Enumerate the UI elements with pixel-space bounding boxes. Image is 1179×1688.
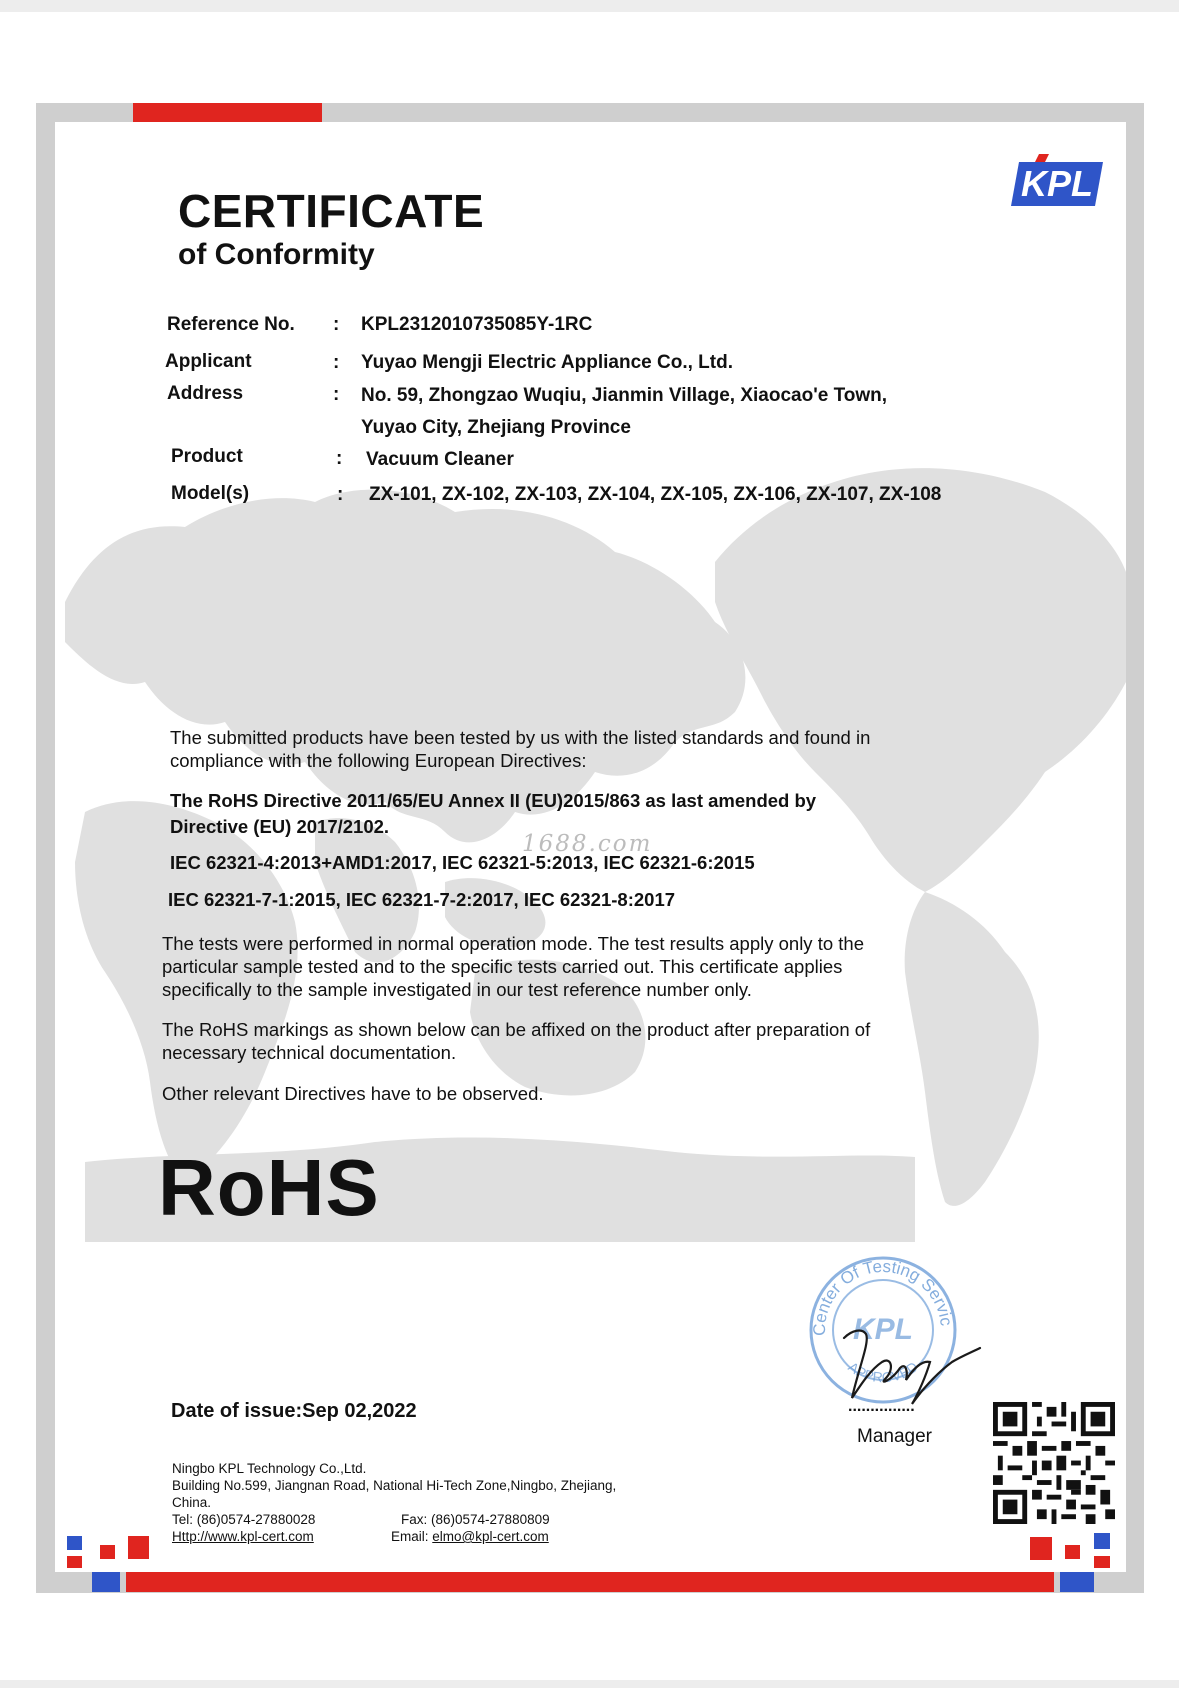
intro-paragraph: The submitted products have been tested by us with the listed standards and found in compliance with the following European Directives: <box>170 727 871 771</box>
field-colon: : <box>333 384 340 405</box>
issuer-email-link[interactable]: elmo@kpl-cert.com <box>432 1529 549 1544</box>
field-value-applicant: Yuyao Mengji Electric Appliance Co., Ltd. <box>361 352 733 373</box>
field-colon: : <box>333 314 340 335</box>
directive-paragraph: The RoHS Directive 2011/65/EU Annex II (EU)2015/863 as last amended by Directive (EU) 2017/2102. <box>170 790 817 837</box>
corner-square-red-left-1 <box>67 1556 82 1568</box>
field-label-product: Product <box>171 446 243 467</box>
qr-code[interactable] <box>993 1402 1115 1524</box>
field-label-reference: Reference No. <box>167 314 295 335</box>
field-colon: : <box>336 448 343 469</box>
issuer-email-label: Email: <box>391 1529 433 1544</box>
issuer-email-row <box>391 1528 549 1545</box>
field-value-address-line1: No. 59, Zhongzao Wuqiu, Jianmin Village, Xiaocao'e Town, <box>361 385 888 406</box>
issuer-company: Ningbo KPL Technology Co.,Ltd. <box>172 1461 367 1476</box>
other-note-paragraph: Other relevant Directives have to be observed. <box>162 1083 544 1104</box>
date-of-issue: Date of issue:Sep 02,2022 <box>171 1400 417 1422</box>
corner-square-red-left-2 <box>100 1545 115 1559</box>
corner-square-blue-left <box>67 1536 82 1550</box>
field-value-reference: KPL2312010735085Y-1RC <box>361 314 593 335</box>
field-label-address: Address <box>167 383 244 404</box>
field-value-address-line2: Yuyao City, Zhejiang Province <box>361 417 631 438</box>
tests-note-paragraph: The tests were performed in normal operation mode. The test results apply only to the particular sample tested and to the specific tests carried out. This certificate applies specifically to the sample investigated in our test reference number only. <box>162 933 864 1000</box>
stamp-ring-text: Center Of Testing Servic <box>809 1256 956 1336</box>
issuer-tel: Tel: (86)0574-27880028 <box>172 1512 316 1527</box>
rohs-mark: RoHS <box>158 1143 380 1232</box>
watermark-text: 1688.com <box>522 831 653 857</box>
issuer-website-link[interactable]: Http://www.kpl-cert.com <box>172 1529 314 1544</box>
kpl-logo <box>1009 154 1107 212</box>
kpl-logo-text: KPL <box>1021 163 1093 204</box>
stamp-center-text: KPL <box>853 1313 913 1346</box>
signature-dots: ............... <box>848 1398 915 1415</box>
field-value-product: Vacuum Cleaner <box>366 449 514 470</box>
corner-square-red-right-2 <box>1065 1545 1080 1559</box>
field-colon: : <box>337 484 344 505</box>
field-label-applicant: Applicant <box>165 351 252 372</box>
issuer-fax: Fax: (86)0574-27880809 <box>401 1512 550 1527</box>
standards-line-1: IEC 62321-4:2013+AMD1:2017, IEC 62321-5:2013, IEC 62321-6:2015 <box>170 852 755 873</box>
certificate-title: CERTIFICATE <box>178 185 485 237</box>
field-colon: : <box>333 352 340 373</box>
bottom-left-blue-block <box>92 1572 120 1592</box>
top-red-bar <box>133 103 322 122</box>
corner-square-red-right-3 <box>1094 1556 1110 1568</box>
certificate-subtitle: of Conformity <box>178 238 375 271</box>
bottom-right-blue-block <box>1060 1572 1094 1592</box>
signature <box>822 1318 982 1410</box>
markings-note-paragraph: The RoHS markings as shown below can be affixed on the product after preparation of necessary technical documentation. <box>162 1019 871 1063</box>
bottom-red-bar <box>126 1572 1054 1592</box>
stamp-bottom-text: APPROVED <box>845 1358 921 1386</box>
corner-square-red-right-1 <box>1030 1537 1052 1560</box>
corner-square-blue-right <box>1094 1533 1110 1549</box>
issuer-address-line1: Building No.599, Jiangnan Road, National Hi-Tech Zone,Ningbo, Zhejiang, <box>172 1478 617 1493</box>
issuer-address-line2: China. <box>172 1495 212 1510</box>
corner-square-red-left-3 <box>128 1536 149 1559</box>
signatory-title: Manager <box>857 1426 932 1447</box>
field-label-models: Model(s) <box>171 483 250 504</box>
standards-line-2: IEC 62321-7-1:2015, IEC 62321-7-2:2017, IEC 62321-8:2017 <box>168 889 676 910</box>
field-value-models: ZX-101, ZX-102, ZX-103, ZX-104, ZX-105, ZX-106, ZX-107, ZX-108 <box>369 484 942 505</box>
